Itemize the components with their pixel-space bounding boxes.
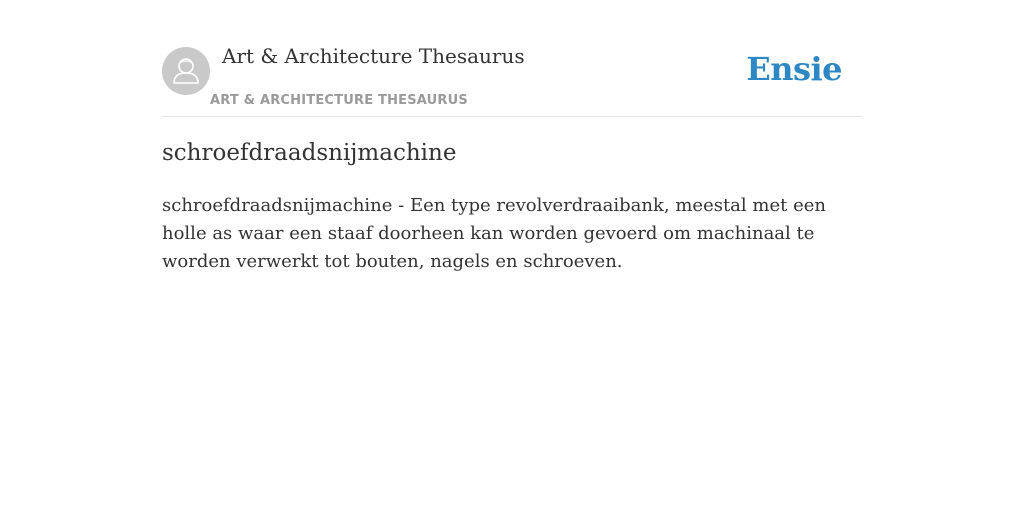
- avatar[interactable]: [162, 47, 210, 95]
- site-logo[interactable]: Ensie: [746, 50, 842, 88]
- user-icon: [162, 47, 210, 95]
- author-name[interactable]: Art & Architecture Thesaurus: [222, 44, 525, 68]
- entry-definition: schroefdraadsnijmachine - Een type revolverdraaibank, meestal met een holle as waar een staaf doorheen kan worden gevoerd om machinaal te worden verwerkt tot bouten, nagels en schroeven.: [162, 195, 826, 272]
- header: [162, 0, 862, 117]
- author-subtitle[interactable]: ART & ARCHITECTURE THESAURUS: [210, 93, 468, 108]
- page-container: [162, 0, 862, 272]
- entry-title: schroefdraadsnijmachine: [162, 140, 457, 166]
